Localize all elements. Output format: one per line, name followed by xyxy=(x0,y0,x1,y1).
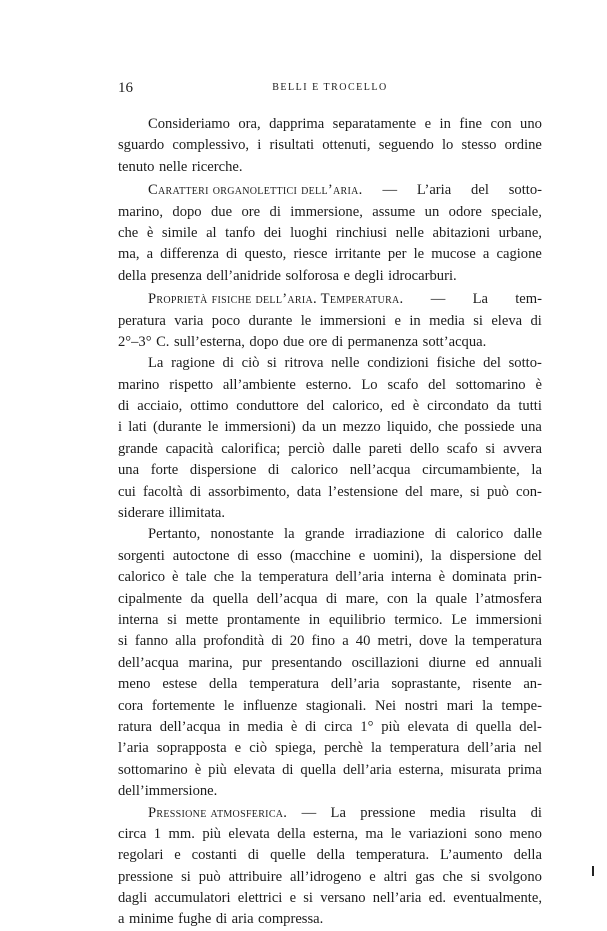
text-line: i lati (durante le immersioni) da un mezzo liquido, che possiede una xyxy=(118,419,542,436)
text-line: circa 1 mm. più elevata della esterna, ma le variazioni sono meno xyxy=(118,825,542,842)
text-line: Pressione atmosferica. — La pressione media risulta di xyxy=(118,803,542,824)
text-line: dell’immersione. xyxy=(118,783,218,800)
text-line: dell’acqua marina, pur presentando oscillazioni diurne ed annuali xyxy=(118,654,542,671)
text-line: l’aria soprapposta e ciò spiega, perchè la temperatura dell’aria nel xyxy=(118,740,542,757)
text-line: La ragione di ciò si ritrova nelle condizioni fisiche del sotto- xyxy=(148,355,542,372)
text-line: sottomarino è più elevata di quella dell’aria esterna, misurata prima xyxy=(118,761,542,778)
text-line: Caratteri organolettici dell’aria. — L’aria del sotto- xyxy=(118,180,542,201)
text-line: Proprietà fisiche dell’aria. Temperatura. — La tem- xyxy=(118,289,542,310)
page-number: 16 xyxy=(118,80,133,96)
section-heading: Proprietà fisiche dell’aria. Temperatura. xyxy=(148,291,404,308)
text-line: si fanno alla profondità di 20 fino a 40 metri, dove la temperatura xyxy=(118,633,542,650)
text-line: una forte dispersione di calorico nell’acqua circumambiente, la xyxy=(118,462,542,479)
section-heading: Caratteri organolettici dell’aria. xyxy=(148,182,363,199)
text-line: tenuto nelle ricerche. xyxy=(118,158,243,175)
text-line: che è simile al tanfo dei luoghi rinchiusi nelle abitazioni urbane, xyxy=(118,224,542,241)
body-text xyxy=(118,114,542,931)
text-line: ma, a differenza di questo, riesce irritante per le mucose a cagione xyxy=(118,246,542,263)
margin-mark xyxy=(592,866,594,876)
text-line: Pertanto, nonostante la grande irradiazione di calorico dalle xyxy=(148,526,542,543)
text-line: meno estese della temperatura dell’aria soprastante, risente an- xyxy=(118,676,542,693)
text-line: grande capacità calorifica; perciò dalle pareti dello scafo si avvera xyxy=(118,440,542,457)
text-line: cora fortemente le influenze stagionali. Nei nostri mari la tempe- xyxy=(118,697,542,714)
text-line: siderare illimitata. xyxy=(118,505,226,522)
text-line: calorico è tale che la temperatura dell’aria interna è dominata prin- xyxy=(118,569,542,586)
text-line: peratura varia poco durante le immersioni e in media si eleva di xyxy=(118,312,542,329)
text-line: marino, dopo due ore di immersione, assume un odore speciale, xyxy=(118,203,542,220)
section-heading: Pressione atmosferica. xyxy=(148,804,288,821)
text-line: della presenza dell’anidride solforosa e degli idrocarburi. xyxy=(118,267,457,284)
text-line: a minime fughe di aria compressa. xyxy=(118,911,324,928)
text-line: 2°–3° C. sull’esterna, dopo due ore di permanenza sott’acqua. xyxy=(118,333,487,350)
text-line: cipalmente da quella dell’acqua di mare, con la quale l’atmosfera xyxy=(118,590,542,607)
text-line: di acciaio, ottimo conduttore del calorico, ed è circondato da tutti xyxy=(118,398,542,415)
text-line: dagli accumulatori elettrici e si versano nell’aria ed. eventualmente, xyxy=(118,890,542,907)
text-line: Consideriamo ora, dapprima separatamente e in fine con uno xyxy=(148,116,542,132)
text-line: marino rispetto all’ambiente esterno. Lo scafo del sottomarino è xyxy=(118,376,542,393)
text-line: pressione si può attribuire all’idrogeno e altri gas che si svolgono xyxy=(118,868,542,885)
text-line: cui facoltà di assorbimento, data l’estensione del mare, si può con- xyxy=(118,483,542,500)
page-header xyxy=(118,80,542,98)
text-line: ratura dell’acqua in media è di circa 1° più elevata di quella del- xyxy=(118,718,542,735)
text-line: regolari e costanti di quelle della temperatura. L’aumento della xyxy=(118,847,542,864)
text-line: sguardo complessivo, i risultati ottenuti, seguendo lo stesso ordine xyxy=(118,137,542,154)
text-line: sorgenti autoctone di esso (macchine e uomini), la dispersione del xyxy=(118,547,542,564)
running-head: BELLI E TROCELLO xyxy=(272,82,388,93)
text-line: interna si mette prontamente in equilibrio termico. Le immersioni xyxy=(118,611,542,628)
